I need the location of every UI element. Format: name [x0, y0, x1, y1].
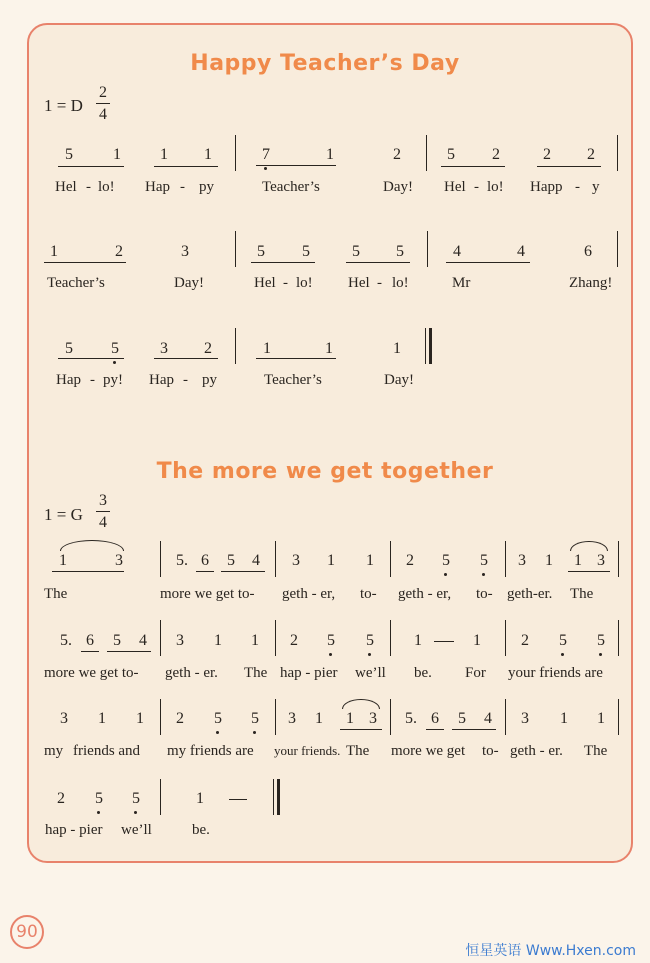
- lyric: we’ll: [355, 665, 386, 681]
- lyric: more we get to-: [160, 586, 255, 602]
- note: 3: [181, 243, 189, 260]
- lyric: py: [202, 372, 217, 388]
- note: 1: [196, 790, 204, 807]
- note: 7: [262, 146, 270, 163]
- lyric: we’ll: [121, 822, 152, 838]
- time-bottom: 4: [99, 106, 107, 123]
- note: 1: [327, 552, 335, 569]
- note: 6: [201, 552, 209, 569]
- lyric: The: [346, 743, 370, 759]
- lyric: lo!: [392, 275, 409, 291]
- note: 3: [176, 632, 184, 649]
- lyric: y: [592, 179, 600, 195]
- lyric: Hap: [145, 179, 170, 195]
- lyric: -: [283, 275, 288, 291]
- note: 3: [292, 552, 300, 569]
- note: 1: [393, 340, 401, 357]
- song1-time-signature: [96, 84, 110, 124]
- note: 2: [57, 790, 65, 807]
- lyric: For: [465, 665, 486, 681]
- note: 1: [204, 146, 212, 163]
- note: 1: [160, 146, 168, 163]
- note: 6: [86, 632, 94, 649]
- note: 5: [559, 632, 567, 649]
- note: 2: [543, 146, 551, 163]
- note: 1: [98, 710, 106, 727]
- lyric: hap - pier: [45, 822, 103, 838]
- lyric: Day!: [384, 372, 414, 388]
- lyric: py: [199, 179, 214, 195]
- song2-time-signature: [96, 492, 110, 532]
- lyric: lo!: [487, 179, 504, 195]
- note: 5: [442, 552, 450, 569]
- note: 1: [545, 552, 553, 569]
- lyric: lo!: [98, 179, 115, 195]
- lyric: The: [244, 665, 268, 681]
- lyric: -: [474, 179, 479, 195]
- song2-title: The more we get together: [156, 459, 494, 484]
- note: 3: [115, 552, 123, 569]
- note: 1: [251, 632, 259, 649]
- lyric: geth-er.: [507, 586, 553, 602]
- lyric: to-: [476, 586, 493, 602]
- note: 5: [597, 632, 605, 649]
- time-top: 3: [99, 492, 107, 509]
- song1-key: 1 = D: [44, 96, 83, 115]
- time-bottom: 4: [99, 514, 107, 531]
- note: 5.: [405, 710, 417, 727]
- lyric: The: [44, 586, 68, 602]
- note: 5: [352, 243, 360, 260]
- lyric: geth - er.: [510, 743, 563, 759]
- watermark: 恒星英语 Www.Hxen.com: [465, 943, 636, 959]
- lyric: geth - er.: [165, 665, 218, 681]
- note: 4: [139, 632, 147, 649]
- lyric: your friends.: [274, 743, 341, 758]
- note: 2: [521, 632, 529, 649]
- note: 5: [366, 632, 374, 649]
- note: 5: [447, 146, 455, 163]
- note: 5: [396, 243, 404, 260]
- note: 2: [492, 146, 500, 163]
- lyric: -: [86, 179, 91, 195]
- lyric: Day!: [174, 275, 204, 291]
- note: 5: [111, 340, 119, 357]
- note: 1: [214, 632, 222, 649]
- note: 2: [393, 146, 401, 163]
- lyric: Mr: [452, 275, 471, 291]
- lyric: geth - er,: [282, 586, 336, 602]
- note: 1: [560, 710, 568, 727]
- note: 5: [113, 632, 121, 649]
- note: 4: [484, 710, 492, 727]
- note: 2: [176, 710, 184, 727]
- lyric: be.: [414, 665, 432, 681]
- note: 2: [587, 146, 595, 163]
- note: 2: [115, 243, 123, 260]
- lyric: more we get to-: [44, 665, 139, 681]
- lyric: hap - pier: [280, 665, 338, 681]
- note: 3: [597, 552, 605, 569]
- note: 1: [346, 710, 354, 727]
- lyric: Zhang!: [569, 275, 613, 291]
- note: 1: [325, 340, 333, 357]
- note: 5: [327, 632, 335, 649]
- note: 1: [473, 632, 481, 649]
- note: 1: [136, 710, 144, 727]
- lyric: your friends are: [508, 665, 603, 681]
- note: 2: [406, 552, 414, 569]
- lyric: -: [575, 179, 580, 195]
- note: 3: [369, 710, 377, 727]
- note: 5: [65, 146, 73, 163]
- note: 5: [302, 243, 310, 260]
- note: 1: [326, 146, 334, 163]
- note: 1: [50, 243, 58, 260]
- note: 4: [517, 243, 525, 260]
- note: 1: [414, 632, 422, 649]
- note: 1: [263, 340, 271, 357]
- note: 3: [288, 710, 296, 727]
- lyric: -: [90, 372, 95, 388]
- note: 5: [458, 710, 466, 727]
- lyric: to-: [482, 743, 499, 759]
- note: 3: [518, 552, 526, 569]
- song1-title: Happy Teacher’s Day: [190, 51, 460, 76]
- note: 5: [257, 243, 265, 260]
- note: 4: [252, 552, 260, 569]
- page-number: 90: [10, 915, 44, 949]
- note: 2: [204, 340, 212, 357]
- note: 6: [584, 243, 592, 260]
- note: 1: [597, 710, 605, 727]
- note: 2: [290, 632, 298, 649]
- time-top: 2: [99, 84, 107, 101]
- lyric: Day!: [383, 179, 413, 195]
- lyric: -: [180, 179, 185, 195]
- lyric: -: [377, 275, 382, 291]
- lyric: more we get: [391, 743, 466, 759]
- note: 5.: [60, 632, 72, 649]
- lyric: Teacher’s: [47, 275, 105, 291]
- lyric: Teacher’s: [262, 179, 320, 195]
- lyric: The: [584, 743, 608, 759]
- lyric: friends and: [73, 743, 141, 759]
- note: 5: [227, 552, 235, 569]
- note: 5: [65, 340, 73, 357]
- lyric: Hel: [348, 275, 370, 291]
- lyric: Hel: [55, 179, 77, 195]
- lyric: Happ: [530, 179, 563, 195]
- note: 1: [59, 552, 67, 569]
- lyric: Hel: [254, 275, 276, 291]
- note: 1: [315, 710, 323, 727]
- lyric: -: [183, 372, 188, 388]
- note: 5: [251, 710, 259, 727]
- lyric: Hap: [56, 372, 81, 388]
- lyric: to-: [360, 586, 377, 602]
- lyric: py!: [103, 372, 123, 388]
- lyric: my: [44, 743, 64, 759]
- note: 6: [431, 710, 439, 727]
- note: 3: [160, 340, 168, 357]
- note: 5: [480, 552, 488, 569]
- song2-key: 1 = G: [44, 505, 83, 524]
- note: 3: [521, 710, 529, 727]
- note: 1: [574, 552, 582, 569]
- lyric: Hap: [149, 372, 174, 388]
- lyric: Hel: [444, 179, 466, 195]
- lyric: The: [570, 586, 594, 602]
- note: 3: [60, 710, 68, 727]
- note: 5: [214, 710, 222, 727]
- note: 5: [132, 790, 140, 807]
- note: 5: [95, 790, 103, 807]
- note: 4: [453, 243, 461, 260]
- note: 1: [366, 552, 374, 569]
- lyric: lo!: [296, 275, 313, 291]
- lyric: my friends are: [167, 743, 254, 759]
- lyric: geth - er,: [398, 586, 452, 602]
- note: 5.: [176, 552, 188, 569]
- note: 1: [113, 146, 121, 163]
- lyric: Teacher’s: [264, 372, 322, 388]
- lyric: be.: [192, 822, 210, 838]
